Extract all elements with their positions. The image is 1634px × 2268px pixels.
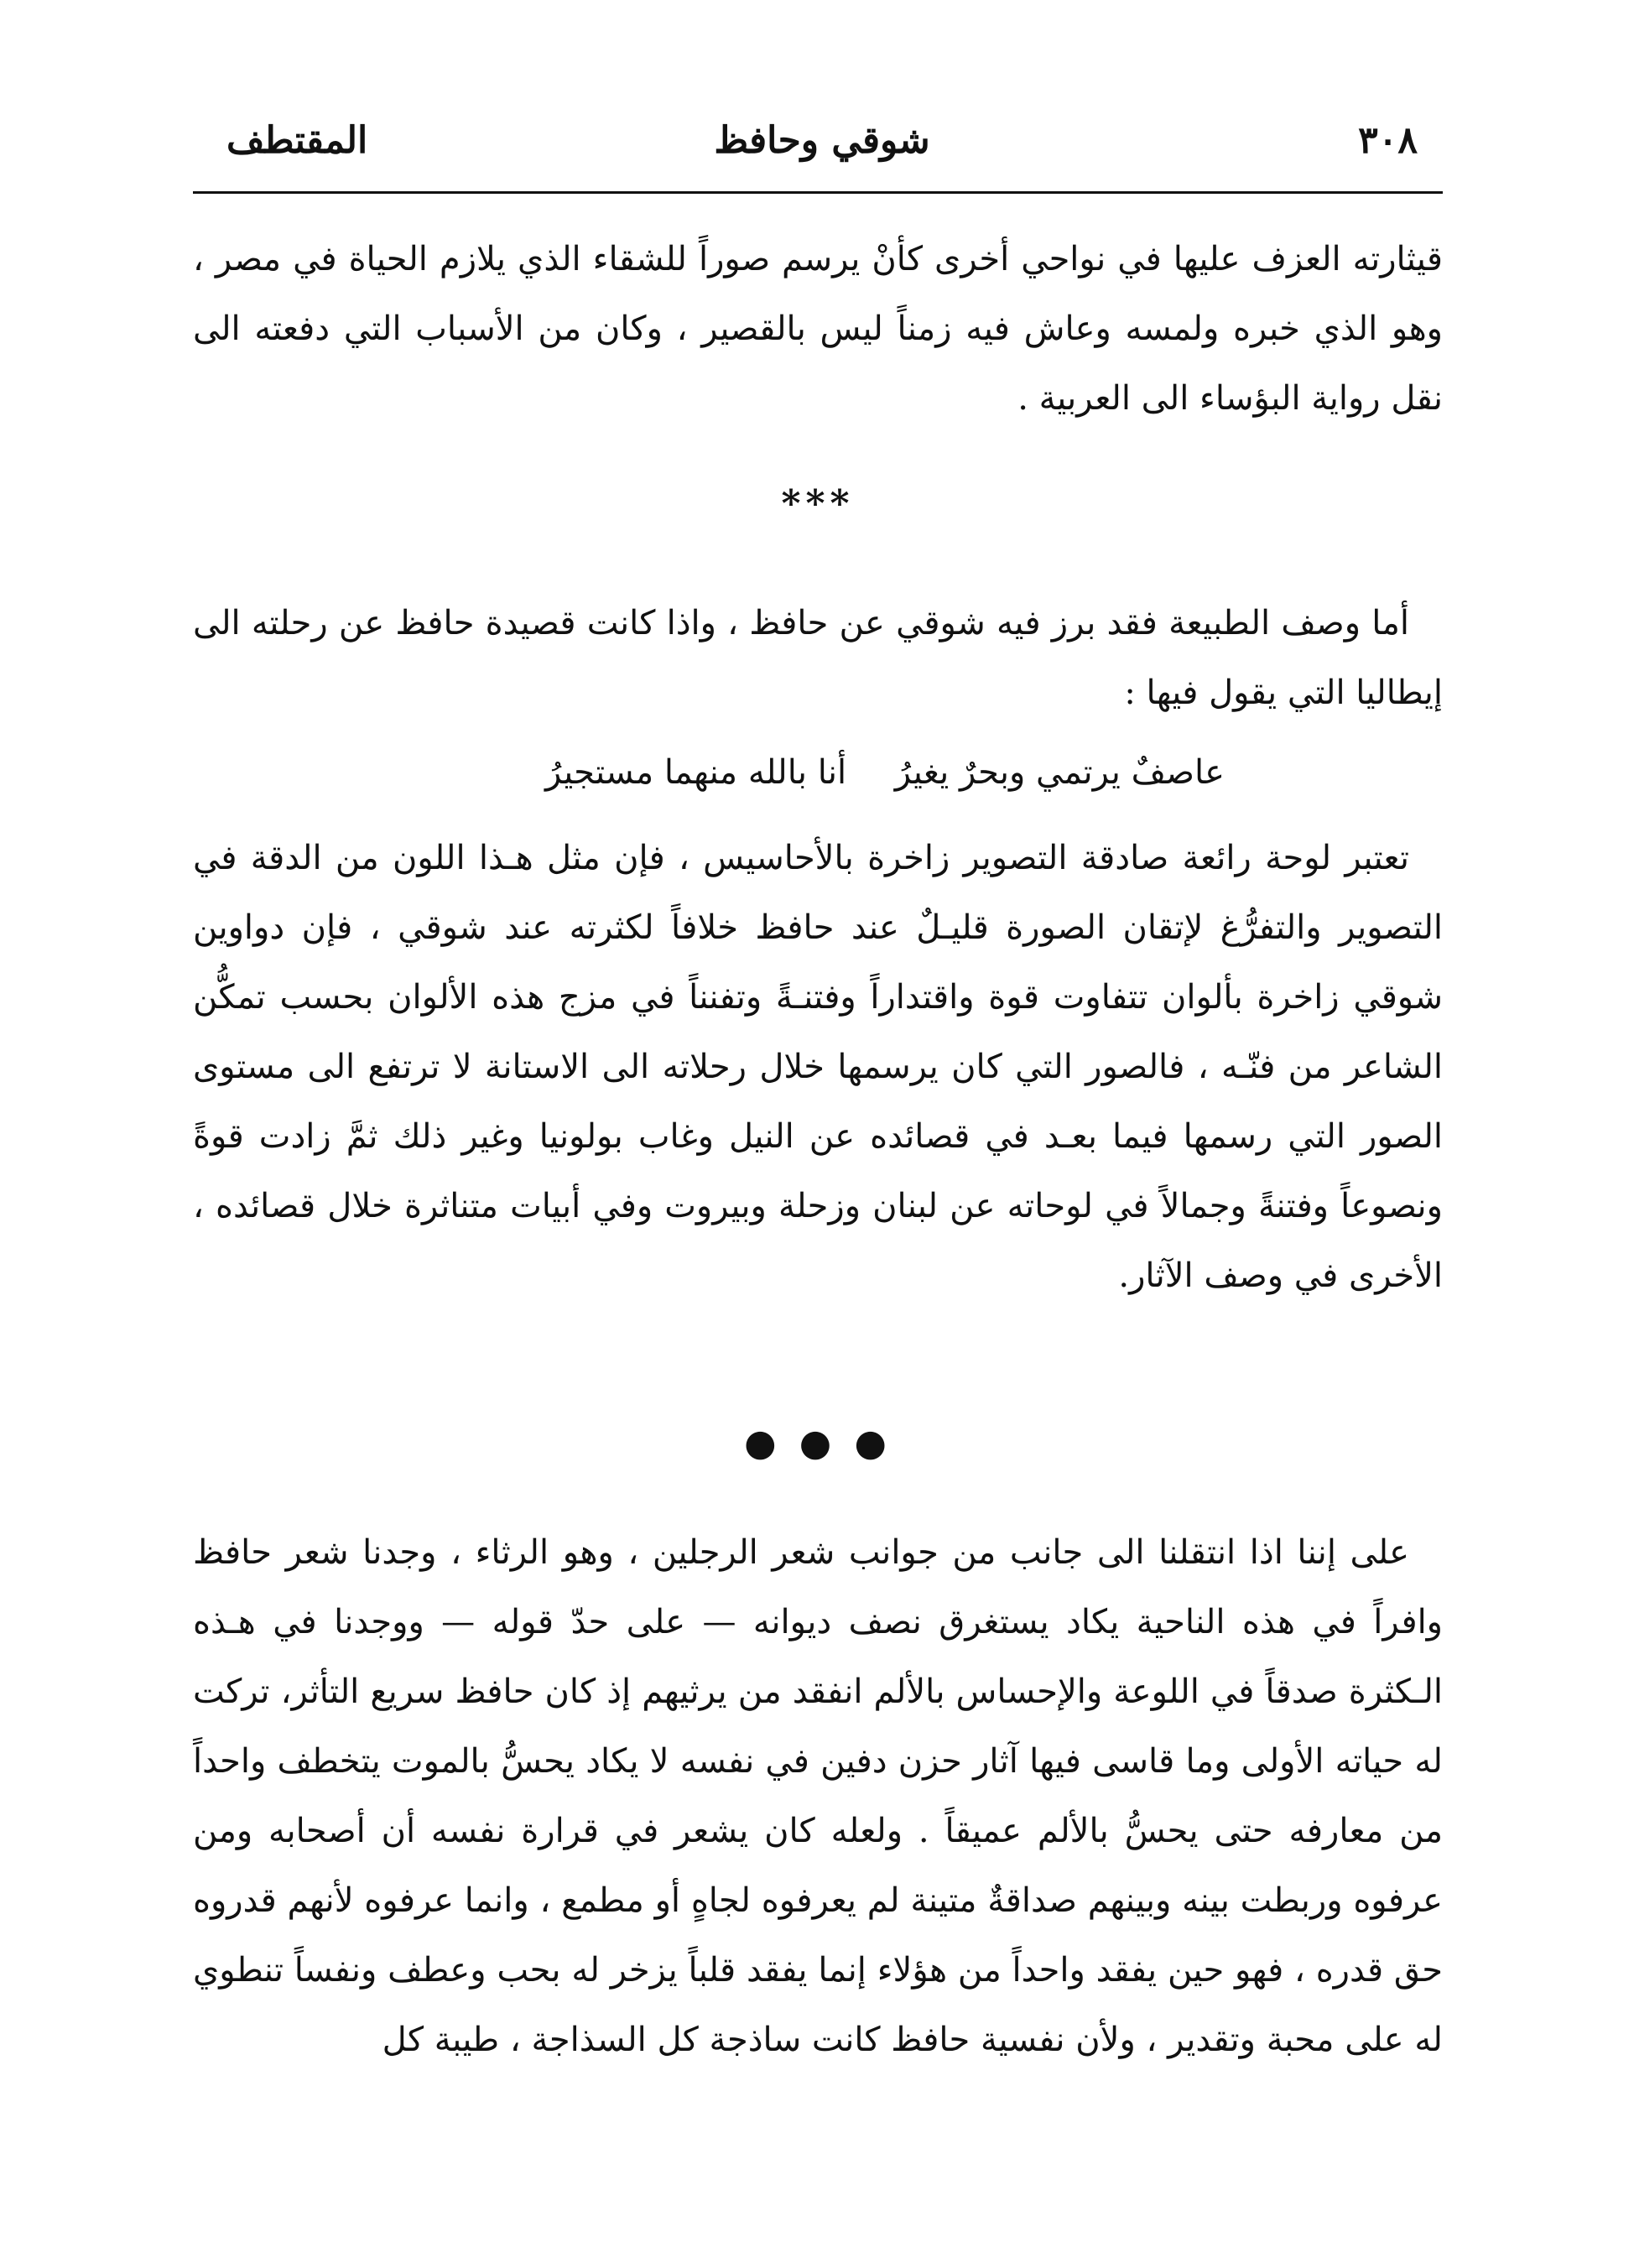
verse-hemistich-1: عاصفٌ يرتمي وبحرٌ يغيرُ [894, 753, 1225, 792]
paragraph-1: قيثارته العزف عليها في نواحي أخرى كأنْ يرسم صوراً للشقاء الذي يلازم الحياة في مصر ، وهو الذي خبره ولمسه وعاش فيه زمناً ليس بالقصير ، وكان من الأسباب التي دفعته الى نقل رواية البؤساء الى العربية . [193, 240, 1443, 418]
section-separator-2: ● ● ● [744, 1422, 892, 1464]
verse-hemistich-2: أنا بالله منهما مستجيرُ [545, 753, 847, 792]
paragraph-2-block [193, 589, 1443, 728]
paragraph-3: تعتبر لوحة رائعة صادقة التصوير زاخرة بالأحاسيس ، فإن مثل هـذا اللون من الدقة في التصوير والتفرُّغ لإتقان الصورة قليـلٌ عند حافظ خلافاً لكثرته عند شوقي ، فإن دواوين شوقي زاخرة بألوان تتفاوت قوة واقتداراً وفتنـةً وتفنناً في مزج هذه الألوان بحسب تمكُّن الشاعر من فنّـه ، فالصور التي كان يرسمها خلال رحلاته الى الاستانة لا ترتفع الى مستوى الصور التي رسمها فيما بعـد في قصائده عن النيل وغاب بولونيا وغير ذلك ثمَّ زادت قوةً ونصوعاً وفتنةً وجمالاً في لوحاته عن لبنان وزحلة وبيروت وفي أبيات متناثرة خلال قصائده ، الأخرى في وصف الآثار. [193, 839, 1443, 1295]
running-title: شوقي وحافظ [714, 119, 930, 162]
poetry-verse [193, 753, 1443, 820]
journal-name: المقتطف [226, 119, 368, 162]
paragraph-4-block [193, 1518, 1443, 2075]
section-separator-1: *** [781, 482, 855, 525]
paragraph-4: على إننا اذا انتقلنا الى جانب من جوانب شعر الرجلين ، وهو الرثاء ، وجدنا شعر حافظ وافراً في هذه الناحية يكاد يستغرق نصف ديوانه — على حدّ قوله — ووجدنا في هـذه الـكثرة صدقاً في اللوعة والإحساس بالألم انفقد من يرثيهم إذ كان حافظ سريع التأثر، تركت له حياته الأولى وما قاسى فيها آثار حزن دفين في نفسه لا يكاد يحسُّ بالموت يتخطف واحداً من معارفه حتى يحسُّ بالألم عميقاً . ولعله كان يشعر في قرارة نفسه أن أصحابه ومن عرفوه وربطت بينه وبينهم صداقةٌ متينة لم يعرفوه لجاهٍ أو مطمع ، وانما عرفوه لأنهم قدروه حق قدره ، فهو حين يفقد واحداً من هؤلاء إنما يفقد قلباً يزخر له بحب وعطف ونفساً تنطوي له على محبة وتقدير ، ولأن نفسية حافظ كانت ساذجة كل السذاجة ، طيبة كل [193, 1533, 1443, 2059]
paragraph-2: أما وصف الطبيعة فقد برز فيه شوقي عن حافظ ، واذا كانت قصيدة حافظ عن رحلته الى إيطاليا التي يقول فيها : [193, 604, 1443, 712]
paragraph-3-block [193, 824, 1443, 1311]
page-header [226, 99, 1418, 174]
paragraph-1-block [193, 225, 1443, 434]
header-rule [193, 191, 1443, 194]
page-number: ٣٠٨ [1358, 119, 1418, 162]
